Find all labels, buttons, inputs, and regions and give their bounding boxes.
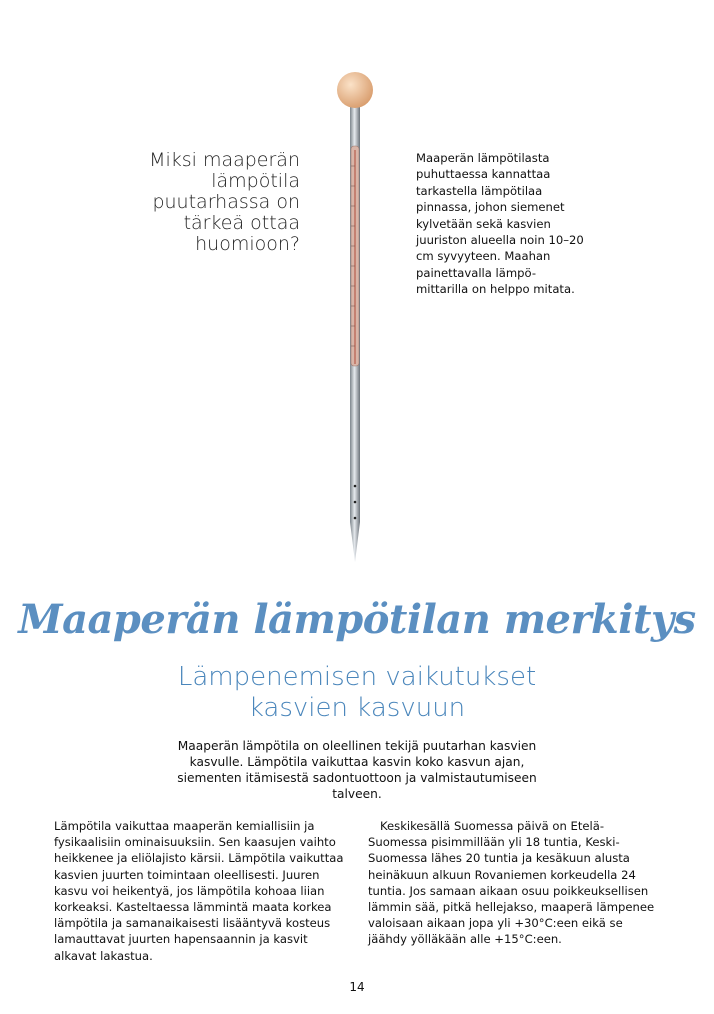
subtitle-line-2: kasvien kasvuun	[248, 693, 466, 723]
page-number: 14	[349, 980, 365, 994]
body-column-right	[368, 818, 660, 948]
intro-question: Miksi maaperän lämpötila puutarhassa on tärkeä ottaa huomioon?	[149, 149, 300, 255]
intro-side-text: Maaperän lämpötilasta puhuttaessa kannattaa tarkastella lämpötilaa pinnassa, johon siemenet kylvetään sekä kasvien juuriston alueella noin 10–20 cm syvyyteen. Maahan painettavalla lämpö-mittarilla on helppo mitata.	[416, 151, 584, 297]
body-paragraph-right: Keskikesällä Suomessa päivä on Etelä-Suomessa pisimmillään yli 18 tuntia, Keski-Suomessa lähes 20 tuntia ja kesäkuun alusta heinäkuun alkuun Rovaniemen korkeudella 24 tuntia. Jos samaan aikaan osuu poikkeuksellisen lämmin sää, pitkä hellejakso, maaperä lämpenee valoisaan aikaan jopa yli +30°C:een eikä se jäähdy yölläkään alle +15°C:een.	[368, 819, 655, 947]
lead-paragraph: Maaperän lämpötila on oleellinen tekijä puutarhan kasvien kasvulle. Lämpötila vaikuttaa kasvin koko kasvun ajan, siementen itämisestä sadontuottoon ja valmistautumiseen talveen.	[177, 739, 537, 801]
soil-thermometer-image	[320, 66, 390, 566]
body-column-left	[54, 818, 346, 964]
section-subtitle	[0, 662, 714, 724]
section-script-title: Maaperän lämpötilan merkitys	[18, 596, 696, 643]
subtitle-line-1: Lämpenemisen vaikutukset	[177, 662, 537, 692]
body-paragraph-left: Lämpötila vaikuttaa maaperän kemiallisiin ja fysikaalisiin ominaisuuksiin. Sen kaasujen vaihto heikkenee ja eliölajisto kärsii. Lämpötila vaikuttaa kasvien juurten toimintaan oleellisesti. Juuren kasvu voi heikentyä, jos lämpötila kohoaa liian korkeaksi. Kasteltaessa lämmintä maata korkea lämpötila ja samanaikaisesti lisääntyvä kosteus lamauttavat juurten hapensaannin ja kasvit alkavat lakastua.	[54, 819, 344, 963]
